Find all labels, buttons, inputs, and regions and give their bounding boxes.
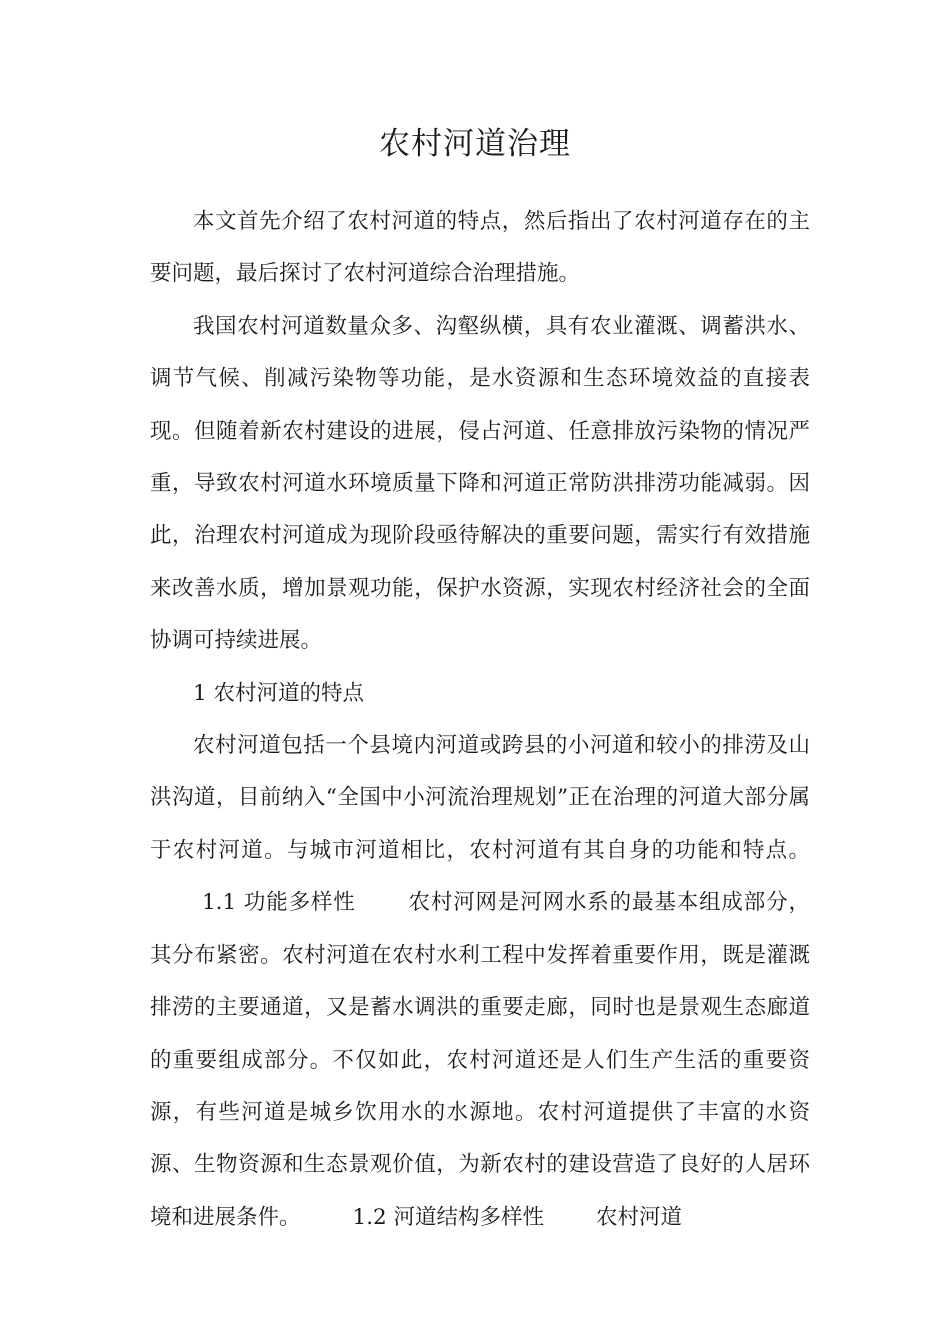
subheading-1-1: 1.1 功能多样性 — [202, 890, 356, 916]
abstract-paragraph: 本文首先介绍了农村河道的特点，然后指出了农村河道存在的主要问题，最后探讨了农村河道综合治理措施。 — [150, 209, 810, 287]
intro-paragraph: 我国农村河道数量众多、沟壑纵横，具有农业灌溉、调蓄洪水、调节气候、削减污染物等功能，是水资源和生态环境效益的直接表现。但随着新农村建设的进展，侵占河道、任意排放污染物的情况严重，导致农村河道水环境质量下降和河道正常防洪排涝功能减弱。因此，治理农村河道成为现阶段亟待解决的重要问题，需实行有效措施来改善水质，增加景观功能，保护水资源，实现农村经济社会的全面协调可持续进展。 — [150, 313, 810, 654]
document-body — [150, 196, 810, 1244]
section-heading-1: 1 农村河道的特点 — [193, 680, 365, 706]
section-1-1-text: 农村河网是河网水系的最基本组成部分，其分布紧密。农村河道在农村水利工程中发挥着重要作用，既是灌溉排涝的主要通道，又是蓄水调洪的重要走廊，同时也是景观生态廊道的重要组成部分。不仅如此，农村河道还是人们生产生活的重要资源，有些河道是城乡饮用水的水源地。农村河道提供了丰富的水资源、生物资源和生态景观价值，为新农村的建设营造了良好的人居环境和进展条件。 — [150, 890, 810, 1230]
section-1-2-text: 农村河道 — [596, 1204, 683, 1230]
subheading-1-2: 1.2 河道结构多样性 — [352, 1204, 545, 1230]
section-1-paragraph — [150, 720, 810, 1244]
section-1-intro-text: 农村河道包括一个县境内河道或跨县的小河道和较小的排涝及山洪沟道，目前纳入“全国中小河流治理规划”正在治理的河道大部分属于农村河道。与城市河道相比，农村河道有其自身的功能和特点。 — [150, 733, 810, 863]
document-title: 农村河道治理 — [379, 126, 571, 162]
